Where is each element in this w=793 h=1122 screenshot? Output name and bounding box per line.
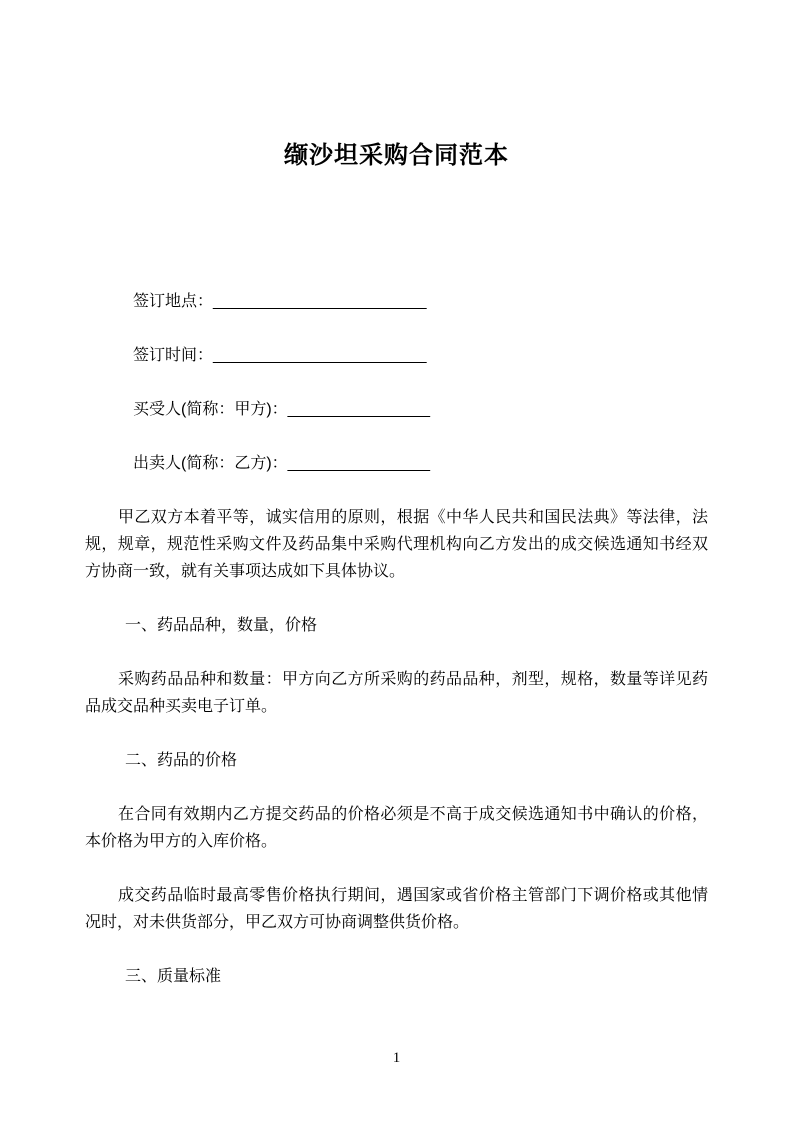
field-buyer-label: 买受人(简称：甲方)： — [133, 401, 288, 418]
field-signing-place — [85, 288, 708, 315]
field-signing-place-label: 签订地点： — [133, 293, 214, 310]
section-1-heading: 一、药品品种，数量，价格 — [125, 617, 318, 634]
section-1-paragraph-1: 采购药品品种和数量：甲方向乙方所采购的药品品种，剂型，规格，数量等详见药品成交品种买卖电子订单。 — [85, 671, 708, 715]
signing-fields — [85, 288, 708, 477]
field-seller-blank: ________________ — [287, 455, 431, 472]
field-signing-time-label: 签订时间： — [133, 347, 214, 364]
intro-paragraph: 甲乙双方本着平等，诚实信用的原则，根据《中华人民共和国民法典》等法律，法规，规章，规范性采购文件及药品集中采购代理机构向乙方发出的成交候选通知书经双方协商一致，就有关事项达成如下具体协议。 — [85, 509, 708, 580]
page-number: 1 — [392, 1050, 401, 1066]
section-2-paragraph-1: 在合同有效期内乙方提交药品的价格必须是不高于成交候选通知书中确认的价格，本价格为甲方的入库价格。 — [85, 806, 708, 850]
section-2-heading: 二、药品的价格 — [125, 752, 238, 769]
field-buyer — [85, 396, 708, 423]
field-seller — [85, 450, 708, 477]
document-title: 缬沙坦采购合同范本 — [284, 142, 509, 169]
field-signing-place-blank: ________________________ — [213, 293, 427, 310]
section-3-heading: 三、质量标准 — [125, 968, 222, 985]
field-signing-time — [85, 342, 708, 369]
field-buyer-blank: ________________ — [287, 401, 431, 418]
field-seller-label: 出卖人(简称：乙方)： — [133, 455, 288, 472]
section-2-paragraph-2: 成交药品临时最高零售价格执行期间，遇国家或省价格主管部门下调价格或其他情况时，对未供货部分，甲乙双方可协商调整供货价格。 — [85, 887, 708, 931]
field-signing-time-blank: ________________________ — [213, 347, 427, 364]
